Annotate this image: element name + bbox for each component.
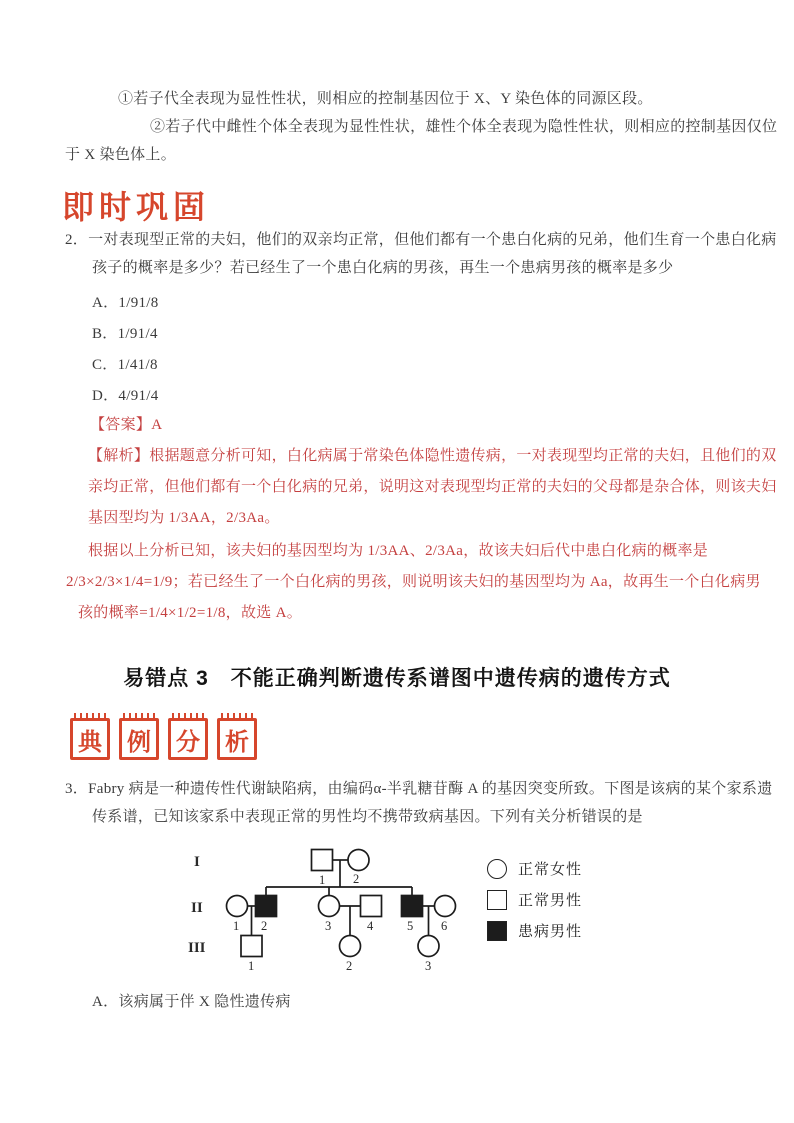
label-II-2: 2: [261, 919, 268, 933]
legend-row-normal-male: [487, 884, 582, 915]
label-I-2: 2: [353, 872, 360, 886]
pedigree-chart: [185, 843, 485, 983]
question3-line-2: 传系谱，已知该家系中表现正常的男性均不携带致病基因。下列有关分析错误的是: [92, 809, 643, 825]
pedigree-III-2-normal-female: [340, 936, 361, 957]
question2-analysis2-line-1: 根据以上分析已知，该夫妇的基因型均为 1/3AA、2/3Aa，故该夫妇后代中患白化病的概率是: [88, 543, 709, 559]
example-stamp-char-1: 典: [70, 718, 110, 760]
question2-analysis-line-3: 基因型均为 1/3AA，2/3Aa。: [88, 510, 280, 526]
normal-female-symbol: [487, 859, 507, 879]
row-label-I: I: [194, 854, 200, 870]
affected-male-symbol: [487, 921, 507, 941]
pedigree-II-1-normal-female: [227, 896, 248, 917]
label-II-5: 5: [407, 919, 414, 933]
legend-row-affected-male: [487, 915, 582, 946]
question3-line-1: 3．Fabry 病是一种遗传性代谢缺陷病，由编码α-半乳糖苷酶 A 的基因突变所致。下图是该病的某个家系遗: [65, 781, 773, 797]
row-label-III: III: [188, 940, 206, 956]
normal-male-symbol: [487, 890, 507, 910]
section-heading: 易错点 3 不能正确判断遗传系谱图中遗传病的遗传方式: [123, 667, 671, 690]
intro-line-3: 于 X 染色体上。: [65, 147, 177, 163]
label-II-1: 1: [233, 919, 240, 933]
intro-line-2: ②若子代中雌性个体全表现为显性性状，雄性个体全表现为隐性性状，则相应的控制基因仅位: [150, 119, 778, 135]
pedigree-I-2-normal-female: [348, 850, 369, 871]
question2-analysis2-line-2: 2/3×2/3×1/4=1/9；若已经生了一个白化病的男孩，则说明该夫妇的基因型均为 Aa，故再生一个白化病男: [66, 574, 761, 590]
label-II-3: 3: [325, 919, 332, 933]
consolidate-stamp: 即时巩固: [62, 189, 211, 225]
pedigree-II-4-normal-male: [361, 896, 382, 917]
label-III-3: 3: [425, 959, 432, 973]
pedigree-I-1-normal-male: [312, 850, 333, 871]
row-label-II: II: [191, 900, 203, 916]
question2-answer: 【答案】A: [90, 417, 163, 433]
legend-label-normal-female: 正常女性: [518, 862, 583, 878]
question2-option-c: C．1/41/8: [92, 357, 158, 373]
example-analysis-stamp: [70, 718, 257, 760]
legend-row-normal-female: [487, 853, 582, 884]
question2-option-a: A．1/91/8: [92, 295, 159, 311]
question2-line-2: 孩子的概率是多少？若已经生了一个患白化病的男孩，再生一个患病男孩的概率是多少: [92, 260, 674, 276]
pedigree-legend: [487, 853, 582, 946]
label-I-1: 1: [319, 873, 326, 887]
pedigree-II-6-normal-female: [435, 896, 456, 917]
pedigree-III-1-normal-male: [241, 936, 262, 957]
example-stamp-char-4: 析: [217, 718, 257, 760]
question2-analysis2-line-3: 孩的概率=1/4×1/2=1/8，故选 A。: [78, 605, 303, 621]
example-stamp-char-2: 例: [119, 718, 159, 760]
pedigree-II-2-affected-male: [256, 896, 277, 917]
question2-analysis-line-2: 亲均正常，但他们都有一个白化病的兄弟，说明这对表现型均正常的夫妇的父母都是杂合体，则该夫妇: [88, 479, 777, 495]
label-III-1: 1: [248, 959, 255, 973]
example-stamp-char-3: 分: [168, 718, 208, 760]
question2-line-1: 2．一对表现型正常的夫妇，他们的双亲均正常，但他们都有一个患白化病的兄弟，他们生育一个患白化病: [65, 232, 777, 248]
pedigree-II-3-normal-female: [319, 896, 340, 917]
label-III-2: 2: [346, 959, 353, 973]
question2-analysis-line-1: 【解析】根据题意分析可知，白化病属于常染色体隐性遗传病，一对表现型均正常的夫妇，且他们的双: [88, 448, 777, 464]
legend-label-normal-male: 正常男性: [518, 893, 583, 909]
intro-line-1: ①若子代全表现为显性性状，则相应的控制基因位于 X、Y 染色体的同源区段。: [118, 91, 653, 107]
question2-option-d: D．4/91/4: [92, 388, 159, 404]
label-II-4: 4: [367, 919, 374, 933]
question2-option-b: B．1/91/4: [92, 326, 158, 342]
pedigree-II-5-affected-male: [402, 896, 423, 917]
question3-option-a: A．该病属于伴 X 隐性遗传病: [92, 994, 291, 1010]
label-II-6: 6: [441, 919, 448, 933]
pedigree-III-3-normal-female: [418, 936, 439, 957]
legend-label-affected-male: 患病男性: [518, 924, 583, 940]
